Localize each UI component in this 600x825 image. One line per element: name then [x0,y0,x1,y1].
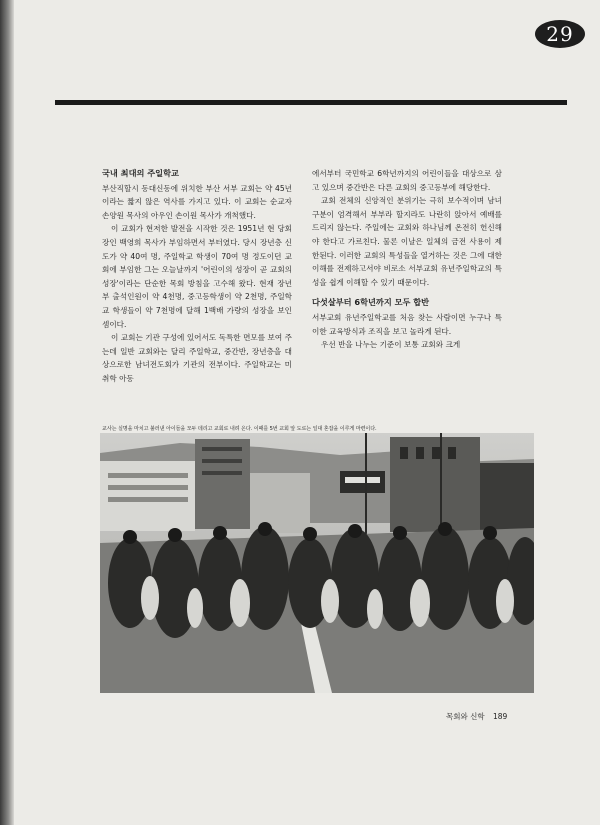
header-rule [55,100,567,105]
paragraph: 서부교회 유년주일학교를 처음 찾는 사람이면 누구나 특이한 교육방식과 조직을 보고 놀라게 된다. [312,312,502,336]
paragraph: 교회 전체의 신앙적인 분위기는 극히 보수적이며 남녀 구분이 엄격해서 부부라 할지라도 나란히 앉아서 예배를 드리지 않는다. 주일에는 교회와 하나님께 온전히 헌신해야 한다고 가르친다. 물론 이날은 일체의 금전 사용이 제한된다. 이러한 교회의 특성들을 열거하는 것은 그에 대한 이해를 전제하고서야 비로소 서부교회 유년주일학교의 특성을 쉽게 이해할 수 있기 때문이다. [312,196,502,287]
page-number: 189 [493,712,508,721]
section-heading: 국내 최대의 주일학교 [102,168,179,178]
article-column-right [312,167,502,352]
photo-caption: 교사는 실명을 마치고 불러낸 아이들을 모두 데리고 교회로 내려 온다. 이때를 5번 교회 앞 도로는 일대 혼잡을 이루게 마련이다. [102,426,377,432]
article-column-left [102,167,292,386]
paragraph: 이 교회가 현저한 발전을 시작한 것은 1951년 현 당회장인 백영희 목사가 부임하면서 부터였다. 당시 장년층 신도가 약 40여 명, 주일학교 학생이 70여 명 정도이던 교회에 부임한 그는 오늘날까지 '어린이의 성장이 곧 교회의 성장'이라는 단순한 목회 방침을 고수해 왔다. 현재 장년부 출석인원이 약 4천명, 중고등학생이 약 2천명, 주일학교 학생들이 약 7천명에 달해 1백배 가량의 성장을 보인 셈이다. [102,224,292,329]
section-heading: 다섯살부터 6학년까지 모두 합반 [312,297,430,308]
paragraph: 부산직할시 동대신동에 위치한 부산 서부 교회는 약 45년이라는 짧지 않은 역사를 가지고 있다. 이 교회는 순교자 손양원 목사의 아우인 손이원 목사가 개척했다. [102,183,292,220]
book-spine-shadow [0,0,14,825]
photo-illustration [100,433,534,693]
paragraph: 이 교회는 기관 구성에 있어서도 독특한 면모를 보여 주는데 일반 교회와는 달리 주일학교, 중간반, 장년층을 대상으로한 남녀전도회가 기관의 전부이다. 주일학교는 미취학 아동 [102,333,292,383]
page-footer [446,711,507,722]
page-badge: 29 [535,20,585,48]
street-crowd-photo [100,433,534,693]
paragraph: 에서부터 국민학교 6학년까지의 어린이들을 대상으로 삼고 있으며 중간반은 다른 교회의 중고등부에 해당한다. [312,169,502,192]
paragraph: 우선 반을 나누는 기준이 보통 교회와 크게 [321,340,461,350]
magazine-name: 목회와 신학 [446,712,485,721]
